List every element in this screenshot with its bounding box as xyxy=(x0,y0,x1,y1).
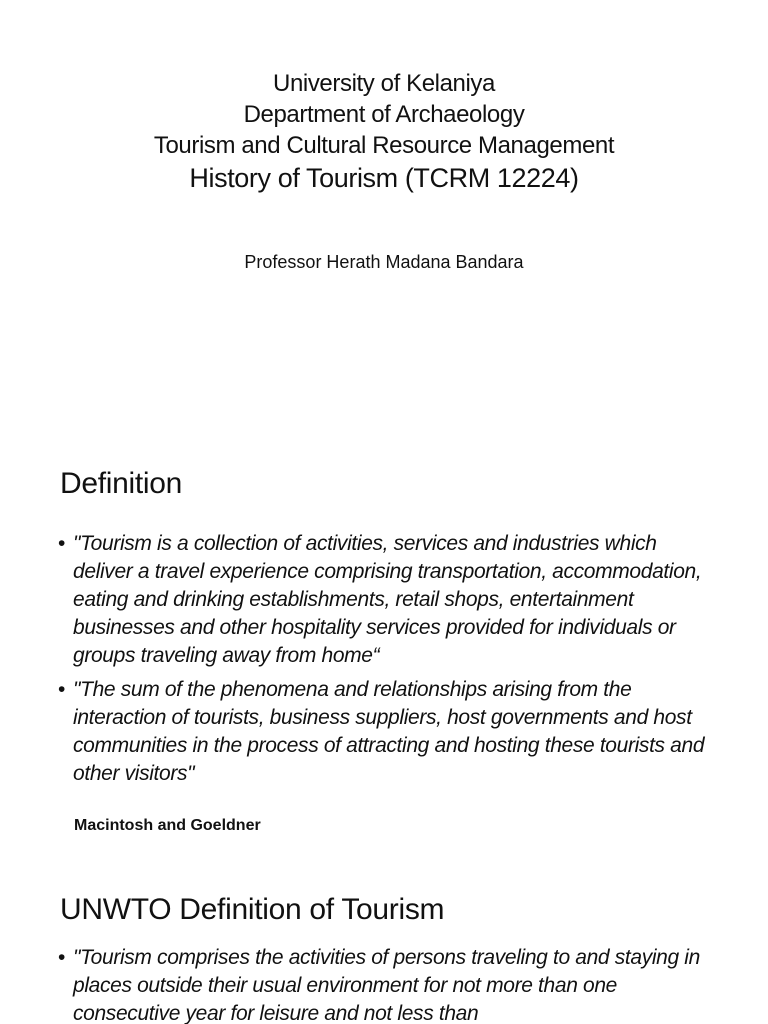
university-name: University of Kelaniya xyxy=(273,70,495,97)
definition-attribution: Macintosh and Goeldner xyxy=(74,817,261,834)
author-name: Professor Herath Madana Bandara xyxy=(244,252,524,272)
department-name: Department of Archaeology xyxy=(243,101,525,128)
definition-bullet-1 xyxy=(58,530,708,670)
title-block xyxy=(0,68,768,195)
definition-bullet-text: "Tourism is a collection of activities, services and industries which deliver a travel experience comprising transportation, accommodation, eating and drinking establishments, retail shops, entertainment businesses and other hospitality services provided for individuals or groups traveling away from home“ xyxy=(73,532,702,667)
bullet-icon: • xyxy=(58,678,66,701)
definition-bullet-text: "The sum of the phenomena and relationships arising from the interaction of tourists, business suppliers, host governments and host communities in the process of attracting and hosting these tourists and other visitors" xyxy=(73,678,705,785)
bullet-icon: • xyxy=(58,946,66,969)
definition-slide xyxy=(0,430,768,840)
unwto-heading: UNWTO Definition of Tourism xyxy=(60,893,445,926)
course-title: History of Tourism (TCRM 12224) xyxy=(189,163,579,193)
definition-heading: Definition xyxy=(60,467,183,500)
unwto-bullet-list xyxy=(58,944,708,1024)
definition-bullet-list xyxy=(58,530,708,794)
unwto-slide xyxy=(0,840,768,1024)
title-slide xyxy=(0,0,768,430)
unwto-bullet-1 xyxy=(58,944,708,1024)
bullet-icon: • xyxy=(58,532,66,555)
program-name: Tourism and Cultural Resource Management xyxy=(153,132,615,159)
definition-bullet-2 xyxy=(58,676,708,788)
unwto-bullet-text: "Tourism comprises the activities of persons traveling to and staying in places outside their usual environment for not more than one consecutive year for leisure and not less than xyxy=(73,946,700,1024)
